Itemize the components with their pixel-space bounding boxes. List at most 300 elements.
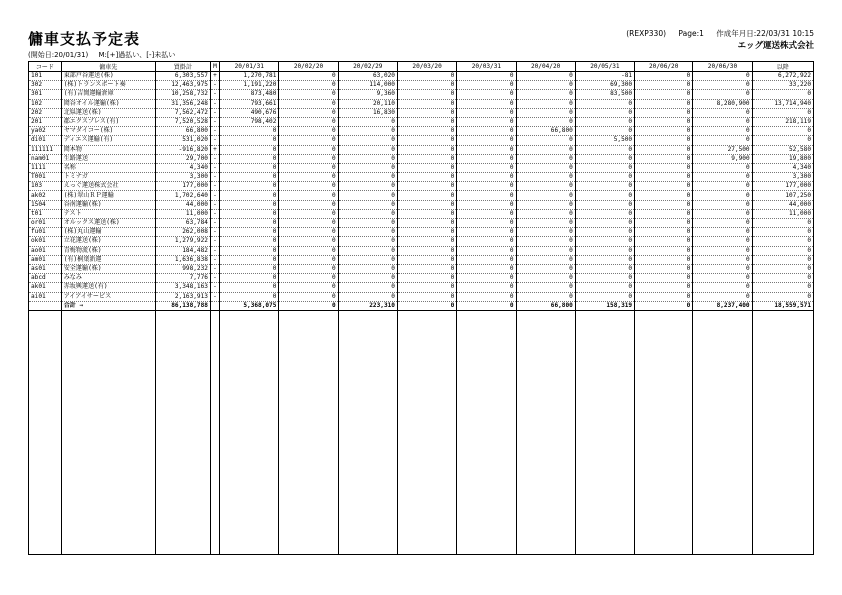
- cell-amount: 0: [575, 283, 634, 292]
- cell-amount: 0: [693, 163, 752, 172]
- cell-mark: -: [210, 127, 219, 136]
- cell-vendor-name: 赤坂興運送(有): [61, 283, 155, 292]
- cell-payable-total: 12,463,975: [155, 81, 210, 90]
- cell-amount: 0: [279, 136, 338, 145]
- cell-mark: -: [210, 191, 219, 200]
- mark-legend: M:[+]過払い、[-]未払い: [98, 51, 176, 59]
- cell-amount: 0: [693, 90, 752, 99]
- cell-amount: 0: [338, 209, 397, 218]
- cell-amount: 0: [397, 108, 456, 117]
- table-row: [29, 219, 814, 228]
- cell-amount: 0: [397, 136, 456, 145]
- cell-amount: 0: [397, 99, 456, 108]
- table-row: [29, 237, 814, 246]
- column-header: 20/05/31: [575, 62, 634, 72]
- cell-code: fu01: [29, 228, 62, 237]
- cell-amount: 66,800: [516, 127, 575, 136]
- cell-amount: 0: [575, 292, 634, 301]
- cell-code: 103: [29, 182, 62, 191]
- cell-amount: 0: [693, 255, 752, 264]
- cell-amount: 0: [457, 264, 516, 273]
- cell-amount: 0: [457, 283, 516, 292]
- cell-vendor-name: ディエス運輸(有): [61, 136, 155, 145]
- cell-payable-total: 63,784: [155, 219, 210, 228]
- cell-mark: [210, 301, 219, 310]
- cell-vendor-name: 生路運送: [61, 154, 155, 163]
- cell-amount: 0: [516, 108, 575, 117]
- cell-amount: 0: [397, 209, 456, 218]
- table-row: [29, 99, 814, 108]
- empty-cell: [752, 310, 813, 554]
- cell-payable-total: 29,700: [155, 154, 210, 163]
- column-header: 20/02/29: [338, 62, 397, 72]
- column-header: 20/06/20: [635, 62, 693, 72]
- cell-mark: -: [210, 90, 219, 99]
- cell-amount: 0: [693, 292, 752, 301]
- cell-code: 1504: [29, 200, 62, 209]
- cell-amount: 0: [457, 145, 516, 154]
- cell-vendor-name: (株)トランスポート奏: [61, 81, 155, 90]
- table-row: [29, 81, 814, 90]
- cell-amount: 0: [516, 163, 575, 172]
- cell-mark: -: [210, 117, 219, 126]
- column-header: 20/01/31: [220, 62, 279, 72]
- cell-amount: 0: [635, 182, 693, 191]
- cell-mark: -: [210, 283, 219, 292]
- cell-payable-total: 3,348,163: [155, 283, 210, 292]
- cell-amount: 0: [516, 154, 575, 163]
- cell-amount: 0: [693, 264, 752, 273]
- cell-amount: 0: [635, 136, 693, 145]
- cell-amount: 0: [220, 283, 279, 292]
- cell-amount: 44,000: [752, 200, 813, 209]
- cell-amount: 0: [397, 264, 456, 273]
- cell-amount: 0: [516, 136, 575, 145]
- cell-amount: 0: [575, 117, 634, 126]
- empty-cell: [220, 310, 279, 554]
- cell-amount: 0: [693, 72, 752, 81]
- column-header: 買掛計: [155, 62, 210, 72]
- cell-amount: 0: [397, 72, 456, 81]
- report-subheader: [28, 50, 183, 60]
- cell-amount: 0: [693, 108, 752, 117]
- created-datetime: 作成年月日:22/03/31 10:15: [716, 29, 814, 38]
- cell-amount: 0: [457, 163, 516, 172]
- cell-amount: 13,714,940: [752, 99, 813, 108]
- cell-amount: 0: [457, 228, 516, 237]
- table-row: [29, 90, 814, 99]
- cell-amount: 0: [516, 228, 575, 237]
- cell-code: ak01: [29, 283, 62, 292]
- cell-amount: 1,191,220: [220, 81, 279, 90]
- cell-amount: 0: [220, 191, 279, 200]
- cell-payable-total: 7,776: [155, 274, 210, 283]
- cell-amount: 63,020: [338, 72, 397, 81]
- cell-mark: -: [210, 81, 219, 90]
- cell-amount: 490,676: [220, 108, 279, 117]
- cell-amount: 0: [693, 246, 752, 255]
- cell-mark: +: [210, 145, 219, 154]
- cell-vendor-name: 名称: [61, 163, 155, 172]
- cell-amount: 0: [397, 246, 456, 255]
- column-header: 20/02/20: [279, 62, 338, 72]
- cell-amount: 0: [516, 72, 575, 81]
- cell-code: as01: [29, 264, 62, 273]
- table-row: [29, 154, 814, 163]
- cell-payable-total: 2,163,913: [155, 292, 210, 301]
- cell-amount: 0: [575, 191, 634, 200]
- cell-amount: 0: [516, 99, 575, 108]
- cell-amount: 16,830: [338, 108, 397, 117]
- cell-amount: 0: [575, 274, 634, 283]
- cell-amount: 0: [397, 163, 456, 172]
- cell-mark: -: [210, 163, 219, 172]
- cell-amount: 0: [752, 228, 813, 237]
- cell-amount: 0: [279, 264, 338, 273]
- cell-vendor-name: 岡本物: [61, 145, 155, 154]
- cell-amount: 0: [457, 90, 516, 99]
- cell-amount: 0: [516, 274, 575, 283]
- cell-amount: 793,661: [220, 99, 279, 108]
- cell-amount: 0: [635, 200, 693, 209]
- cell-amount: 0: [635, 127, 693, 136]
- cell-amount: 0: [693, 173, 752, 182]
- cell-amount: 0: [635, 99, 693, 108]
- cell-amount: 0: [338, 264, 397, 273]
- cell-amount: 0: [575, 237, 634, 246]
- cell-amount: 9,900: [693, 154, 752, 163]
- cell-amount: 0: [397, 90, 456, 99]
- cell-amount: 5,500: [575, 136, 634, 145]
- cell-amount: 0: [635, 191, 693, 200]
- cell-vendor-name: 立花運送(株): [61, 237, 155, 246]
- table-row: [29, 191, 814, 200]
- cell-amount: 0: [752, 255, 813, 264]
- table-row: [29, 292, 814, 301]
- cell-amount: 0: [752, 127, 813, 136]
- cell-amount: 0: [457, 99, 516, 108]
- cell-amount: 0: [397, 191, 456, 200]
- cell-amount: 0: [457, 209, 516, 218]
- cell-amount: 0: [397, 154, 456, 163]
- cell-amount: 0: [338, 191, 397, 200]
- cell-code: ao01: [29, 246, 62, 255]
- cell-amount: 0: [635, 154, 693, 163]
- cell-amount: 8,237,400: [693, 301, 752, 310]
- payment-schedule-table: [28, 61, 814, 555]
- table-row: [29, 72, 814, 81]
- cell-amount: 0: [279, 283, 338, 292]
- empty-cell: [338, 310, 397, 554]
- cell-amount: 27,500: [693, 145, 752, 154]
- cell-amount: 0: [279, 127, 338, 136]
- cell-code: abcd: [29, 274, 62, 283]
- cell-amount: 0: [635, 219, 693, 228]
- cell-amount: 0: [279, 274, 338, 283]
- cell-amount: 0: [575, 99, 634, 108]
- cell-amount: 0: [397, 237, 456, 246]
- cell-amount: 0: [575, 154, 634, 163]
- cell-amount: 0: [279, 255, 338, 264]
- cell-code: 1111: [29, 163, 62, 172]
- cell-code: [29, 301, 62, 310]
- cell-amount: 0: [457, 292, 516, 301]
- cell-mark: -: [210, 228, 219, 237]
- table-row: [29, 200, 814, 209]
- cell-code: 102: [29, 99, 62, 108]
- cell-amount: 0: [516, 209, 575, 218]
- cell-payable-total: 998,232: [155, 264, 210, 273]
- cell-amount: 0: [457, 274, 516, 283]
- cell-amount: 0: [397, 219, 456, 228]
- cell-amount: 1,270,781: [220, 72, 279, 81]
- cell-mark: -: [210, 173, 219, 182]
- page-number: Page:1: [678, 29, 704, 38]
- table-row: [29, 255, 814, 264]
- table-header-row: [29, 62, 814, 72]
- empty-filler-row: [29, 310, 814, 554]
- cell-amount: 0: [635, 72, 693, 81]
- empty-cell: [457, 310, 516, 554]
- cell-amount: 0: [338, 182, 397, 191]
- cell-amount: 0: [279, 191, 338, 200]
- empty-cell: [397, 310, 456, 554]
- cell-amount: 0: [516, 191, 575, 200]
- cell-amount: 0: [752, 246, 813, 255]
- cell-amount: 0: [220, 154, 279, 163]
- table-row: [29, 283, 814, 292]
- table-row: [29, 246, 814, 255]
- column-header: 以降: [752, 62, 813, 72]
- empty-cell: [575, 310, 634, 554]
- cell-amount: 0: [279, 81, 338, 90]
- cell-code: 201: [29, 117, 62, 126]
- cell-mark: -: [210, 209, 219, 218]
- cell-amount: 0: [220, 228, 279, 237]
- cell-amount: 0: [338, 246, 397, 255]
- table-row: [29, 163, 814, 172]
- cell-vendor-name: 合計 ⇒: [61, 301, 155, 310]
- cell-amount: 0: [752, 264, 813, 273]
- cell-amount: 0: [220, 246, 279, 255]
- cell-code: ai01: [29, 292, 62, 301]
- cell-amount: 0: [752, 136, 813, 145]
- cell-amount: 0: [220, 274, 279, 283]
- cell-mark: -: [210, 264, 219, 273]
- cell-amount: 0: [397, 283, 456, 292]
- cell-amount: 0: [575, 163, 634, 172]
- cell-amount: 0: [397, 228, 456, 237]
- cell-amount: 0: [279, 200, 338, 209]
- cell-amount: 0: [693, 219, 752, 228]
- cell-amount: 0: [397, 200, 456, 209]
- cell-amount: 0: [279, 72, 338, 81]
- cell-payable-total: 1,702,640: [155, 191, 210, 200]
- cell-amount: 0: [752, 237, 813, 246]
- cell-amount: 0: [279, 108, 338, 117]
- cell-amount: 0: [575, 182, 634, 191]
- cell-amount: 0: [635, 228, 693, 237]
- cell-amount: 0: [575, 108, 634, 117]
- column-header: 20/06/30: [693, 62, 752, 72]
- cell-amount: 0: [693, 228, 752, 237]
- cell-amount: 33,220: [752, 81, 813, 90]
- cell-code: am01: [29, 255, 62, 264]
- cell-payable-total: 1,636,838: [155, 255, 210, 264]
- cell-amount: 158,319: [575, 301, 634, 310]
- cell-mark: -: [210, 292, 219, 301]
- cell-amount: 0: [693, 274, 752, 283]
- cell-amount: 0: [220, 255, 279, 264]
- cell-amount: 0: [752, 219, 813, 228]
- cell-amount: 0: [516, 182, 575, 191]
- cell-amount: 0: [279, 99, 338, 108]
- cell-amount: 0: [635, 274, 693, 283]
- cell-payable-total: 86,138,788: [155, 301, 210, 310]
- cell-amount: 0: [338, 274, 397, 283]
- cell-amount: 0: [635, 283, 693, 292]
- cell-amount: 0: [338, 255, 397, 264]
- report-title: 傭車支払予定表: [28, 30, 141, 48]
- empty-cell: [635, 310, 693, 554]
- start-date: (開始日:20/01/31): [28, 51, 89, 59]
- cell-amount: 0: [575, 264, 634, 273]
- cell-amount: 0: [693, 81, 752, 90]
- cell-amount: 0: [516, 264, 575, 273]
- cell-amount: 0: [220, 145, 279, 154]
- cell-code: ya02: [29, 127, 62, 136]
- cell-code: 111111: [29, 145, 62, 154]
- cell-amount: 0: [457, 81, 516, 90]
- cell-amount: 0: [752, 283, 813, 292]
- cell-amount: 0: [516, 145, 575, 154]
- cell-amount: 0: [397, 182, 456, 191]
- company-name: エッグ運送株式会社: [737, 41, 814, 51]
- cell-amount: 0: [516, 237, 575, 246]
- cell-amount: 0: [279, 209, 338, 218]
- report-header-meta: [616, 28, 814, 52]
- cell-amount: 0: [220, 182, 279, 191]
- column-header: 20/03/20: [397, 62, 456, 72]
- cell-amount: 0: [457, 255, 516, 264]
- column-header: 20/03/31: [457, 62, 516, 72]
- cell-vendor-name: トミナガ: [61, 173, 155, 182]
- cell-amount: 0: [338, 292, 397, 301]
- cell-amount: 0: [635, 237, 693, 246]
- cell-amount: 20,110: [338, 99, 397, 108]
- cell-amount: 0: [397, 81, 456, 90]
- cell-code: or01: [29, 219, 62, 228]
- cell-vendor-name: えっぐ運送株式会社: [61, 182, 155, 191]
- cell-amount: 0: [635, 246, 693, 255]
- cell-amount: 0: [635, 264, 693, 273]
- cell-amount: 0: [338, 117, 397, 126]
- cell-amount: 0: [457, 117, 516, 126]
- cell-amount: 0: [516, 200, 575, 209]
- cell-payable-total: 4,340: [155, 163, 210, 172]
- cell-amount: 0: [279, 237, 338, 246]
- empty-cell: [693, 310, 752, 554]
- cell-amount: 0: [457, 127, 516, 136]
- cell-payable-total: 31,356,248: [155, 99, 210, 108]
- cell-vendor-name: アイアイサービス: [61, 292, 155, 301]
- cell-amount: 0: [635, 117, 693, 126]
- table-row: [29, 145, 814, 154]
- cell-amount: 0: [693, 200, 752, 209]
- cell-amount: 223,310: [338, 301, 397, 310]
- cell-mark: -: [210, 154, 219, 163]
- cell-amount: 0: [220, 127, 279, 136]
- table-row: [29, 108, 814, 117]
- cell-amount: 0: [693, 237, 752, 246]
- cell-amount: 0: [516, 255, 575, 264]
- cell-amount: 0: [338, 173, 397, 182]
- cell-mark: -: [210, 255, 219, 264]
- cell-amount: 0: [457, 72, 516, 81]
- column-header: コード: [29, 62, 62, 72]
- cell-amount: 0: [516, 219, 575, 228]
- cell-amount: 0: [575, 246, 634, 255]
- cell-amount: 0: [220, 173, 279, 182]
- cell-amount: 0: [220, 136, 279, 145]
- cell-amount: 0: [516, 90, 575, 99]
- cell-amount: 0: [338, 145, 397, 154]
- cell-code: 302: [29, 81, 62, 90]
- cell-code: nam01: [29, 154, 62, 163]
- cell-amount: 0: [575, 127, 634, 136]
- cell-amount: 0: [457, 136, 516, 145]
- cell-amount: 798,402: [220, 117, 279, 126]
- cell-code: t01: [29, 209, 62, 218]
- cell-payable-total: 1,279,922: [155, 237, 210, 246]
- cell-mark: -: [210, 99, 219, 108]
- cell-amount: 3,300: [752, 173, 813, 182]
- cell-amount: 0: [397, 292, 456, 301]
- empty-cell: [516, 310, 575, 554]
- cell-amount: 0: [338, 219, 397, 228]
- empty-cell: [61, 310, 155, 554]
- table-row: [29, 209, 814, 218]
- cell-amount: 4,340: [752, 163, 813, 172]
- cell-amount: 0: [635, 301, 693, 310]
- cell-payable-total: 184,482: [155, 246, 210, 255]
- cell-amount: 0: [516, 283, 575, 292]
- cell-vendor-name: (株)丸山運輸: [61, 228, 155, 237]
- cell-vendor-name: 東部戸谷運送(株): [61, 72, 155, 81]
- cell-amount: 0: [693, 136, 752, 145]
- cell-amount: 0: [279, 246, 338, 255]
- cell-payable-total: -916,820: [155, 145, 210, 154]
- cell-amount: 0: [457, 154, 516, 163]
- cell-amount: 0: [516, 81, 575, 90]
- cell-amount: 0: [338, 136, 397, 145]
- cell-amount: 0: [752, 90, 813, 99]
- cell-vendor-name: ヤマダイコー(株): [61, 127, 155, 136]
- cell-amount: 0: [457, 173, 516, 182]
- cell-amount: 873,480: [220, 90, 279, 99]
- cell-code: 202: [29, 108, 62, 117]
- cell-vendor-name: (有)吉岡運輸倉庫: [61, 90, 155, 99]
- cell-amount: 0: [279, 173, 338, 182]
- cell-payable-total: 66,800: [155, 127, 210, 136]
- program-id: (REXP330): [626, 29, 667, 38]
- cell-amount: 0: [457, 237, 516, 246]
- cell-amount: 9,360: [338, 90, 397, 99]
- cell-amount: 0: [279, 117, 338, 126]
- cell-amount: 0: [397, 117, 456, 126]
- cell-payable-total: 262,008: [155, 228, 210, 237]
- cell-amount: 52,580: [752, 145, 813, 154]
